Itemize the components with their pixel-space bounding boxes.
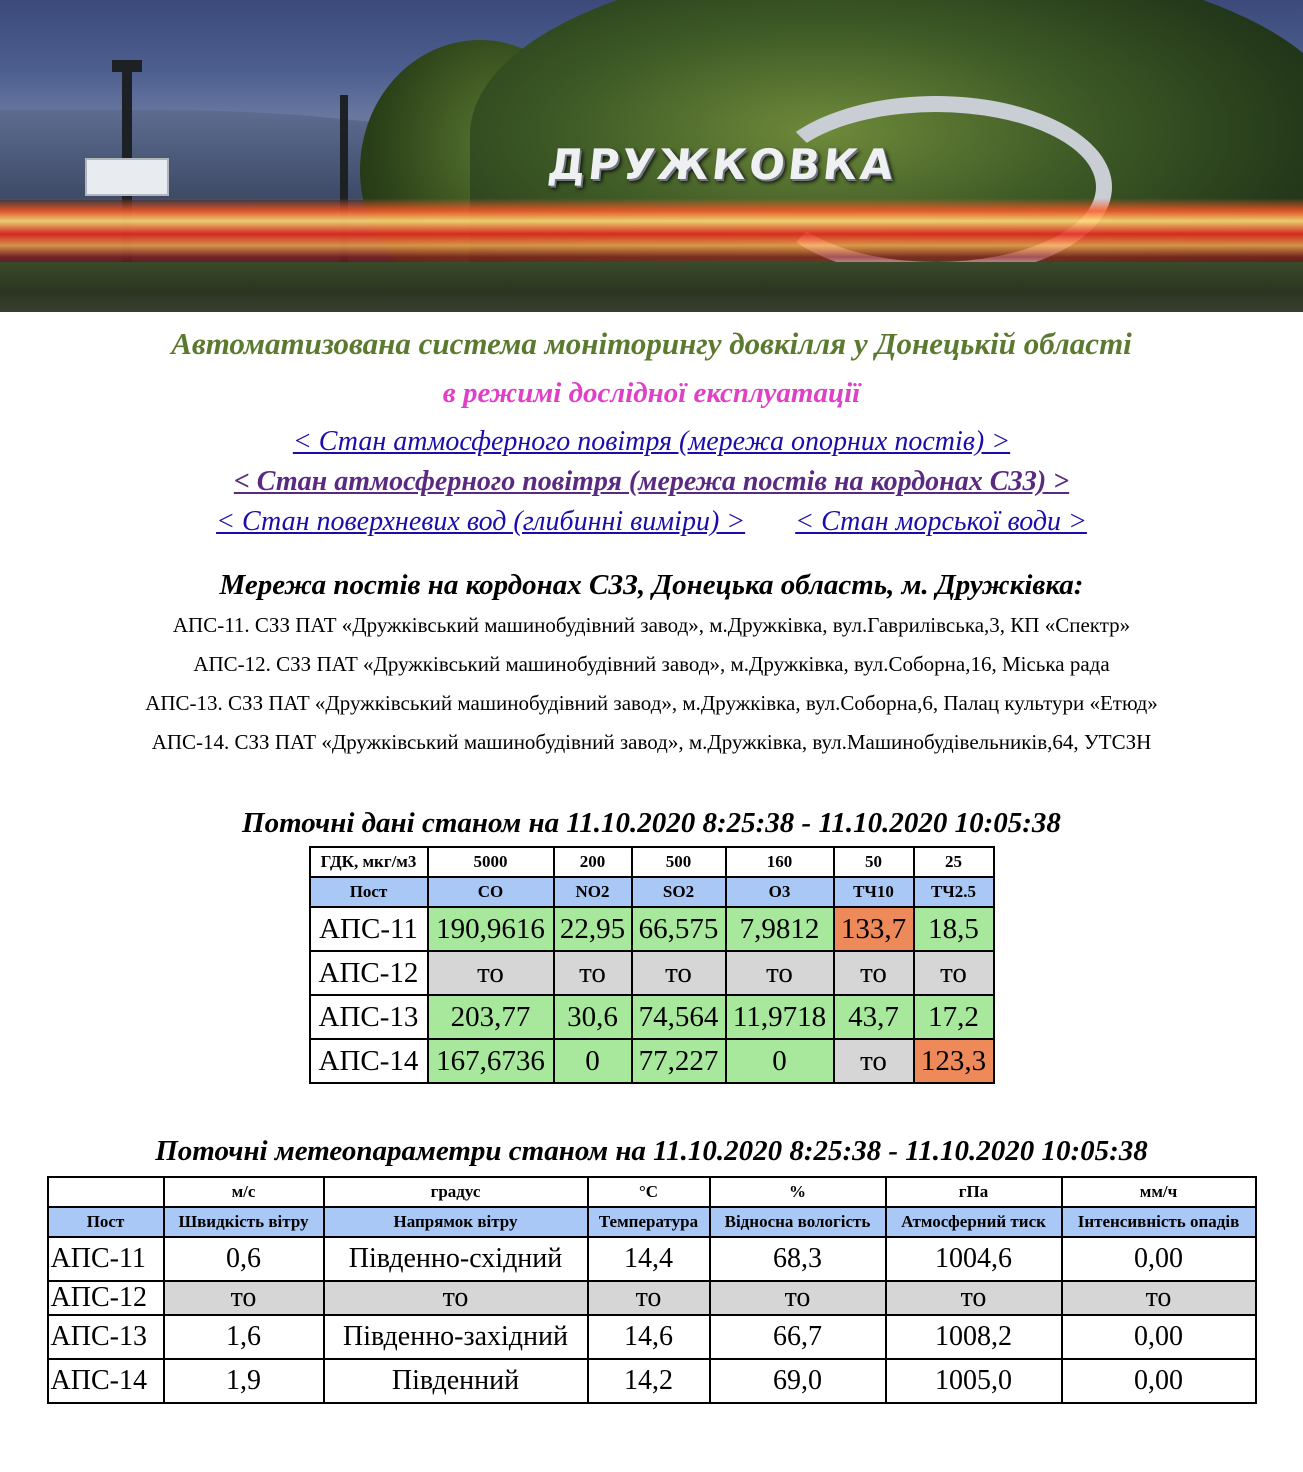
value-cell: 11,9718 — [726, 995, 834, 1039]
value-cell: 18,5 — [914, 907, 994, 951]
value-cell: 30,6 — [554, 995, 632, 1039]
table-row — [48, 1237, 1256, 1281]
value-cell: Південно-західний — [324, 1315, 588, 1359]
value-cell: то — [914, 951, 994, 995]
nav-link-surface-water[interactable]: < Стан поверхневих вод (глибинні виміри) > — [216, 506, 746, 537]
banner-light-trails — [0, 198, 1303, 270]
value-cell: 14,4 — [588, 1237, 710, 1281]
value-cell: 190,9616 — [428, 907, 554, 951]
station-item: АПС-11. СЗЗ ПАТ «Дружківський машинобудівний завод», м.Дружківка, вул.Гаврилівська,3, КП «Спектр» — [172, 613, 1131, 637]
value-cell: то — [710, 1281, 886, 1315]
value-cell: 0 — [554, 1039, 632, 1083]
unit-cell: градус — [324, 1177, 588, 1207]
post-name: АПС-12 — [310, 951, 428, 995]
post-name: АПС-12 — [48, 1281, 164, 1315]
unit-cell: мм/ч — [1062, 1177, 1256, 1207]
param-header: Відносна вологість — [710, 1207, 886, 1237]
post-name: АПС-11 — [48, 1237, 164, 1281]
limit-cell: 50 — [834, 847, 914, 877]
limit-cell: 160 — [726, 847, 834, 877]
value-cell: 43,7 — [834, 995, 914, 1039]
value-cell: 1008,2 — [886, 1315, 1062, 1359]
limit-cell: 500 — [632, 847, 726, 877]
value-cell: 69,0 — [710, 1359, 886, 1403]
value-cell: 68,3 — [710, 1237, 886, 1281]
banner-pole-top — [112, 60, 142, 72]
value-cell: 66,575 — [632, 907, 726, 951]
station-item: АПС-12. СЗЗ ПАТ «Дружківський машинобудівний завод», м.Дружківка, вул.Соборна,16, Міська рада — [193, 652, 1110, 676]
value-cell: 77,227 — [632, 1039, 726, 1083]
value-cell: то — [726, 951, 834, 995]
station-item: АПС-13. СЗЗ ПАТ «Дружківський машинобудівний завод», м.Дружківка, вул.Соборна,6, Палац культури «Етюд» — [145, 691, 1158, 715]
table-row — [48, 1177, 1256, 1207]
value-cell: 167,6736 — [428, 1039, 554, 1083]
value-cell: то — [1062, 1281, 1256, 1315]
value-cell: то — [834, 951, 914, 995]
units-empty-cell — [48, 1177, 164, 1207]
table-row — [310, 907, 994, 951]
value-cell: Південний — [324, 1359, 588, 1403]
value-cell: 17,2 — [914, 995, 994, 1039]
nav-link-air-reference[interactable]: < Стан атмосферного повітря (мережа опорних постів) > — [292, 426, 1011, 457]
param-header: Інтенсивність опадів — [1062, 1207, 1256, 1237]
value-cell: 1,6 — [164, 1315, 324, 1359]
nav-links — [0, 422, 1303, 542]
value-cell: 1004,6 — [886, 1237, 1062, 1281]
banner-road-sign — [85, 158, 169, 196]
nav-link-air-szz[interactable]: < Стан атмосферного повітря (мережа постів на кордонах СЗЗ) > — [233, 466, 1070, 497]
pollutant-header: SO2 — [632, 877, 726, 907]
table-row — [48, 1359, 1256, 1403]
pollutant-header: ТЧ10 — [834, 877, 914, 907]
pollutant-header: O3 — [726, 877, 834, 907]
unit-cell: м/с — [164, 1177, 324, 1207]
table-row — [310, 951, 994, 995]
value-cell: то — [324, 1281, 588, 1315]
value-cell: 203,77 — [428, 995, 554, 1039]
param-header: Напрямок вітру — [324, 1207, 588, 1237]
param-header: Температура — [588, 1207, 710, 1237]
page-title: Автоматизована система моніторингу довкілля у Донецькій області — [171, 326, 1132, 361]
unit-cell: °C — [588, 1177, 710, 1207]
value-cell: 0,00 — [1062, 1315, 1256, 1359]
value-cell: 123,3 — [914, 1039, 994, 1083]
pollutant-header: CO — [428, 877, 554, 907]
value-cell: 0 — [726, 1039, 834, 1083]
table-row — [48, 1281, 1256, 1315]
value-cell: 133,7 — [834, 907, 914, 951]
value-cell: 1,9 — [164, 1359, 324, 1403]
post-name: АПС-11 — [310, 907, 428, 951]
value-cell: 14,2 — [588, 1359, 710, 1403]
page-subtitle: в режимі дослідної експлуатації — [442, 377, 861, 409]
meteo-table — [47, 1176, 1257, 1404]
air-quality-table — [309, 846, 995, 1084]
post-name: АПС-14 — [310, 1039, 428, 1083]
value-cell: то — [588, 1281, 710, 1315]
limit-cell: 25 — [914, 847, 994, 877]
param-header: Атмосферний тиск — [886, 1207, 1062, 1237]
air-table-title: Поточні дані станом на 11.10.2020 8:25:38 - 11.10.2020 10:05:38 — [242, 807, 1061, 839]
table-row — [48, 1315, 1256, 1359]
post-name: АПС-13 — [310, 995, 428, 1039]
station-list — [0, 606, 1303, 762]
nav-link-sea-water[interactable]: < Стан морської води > — [795, 506, 1087, 537]
meteo-table-title: Поточні метеопараметри станом на 11.10.2020 8:25:38 - 11.10.2020 10:05:38 — [155, 1135, 1148, 1167]
post-header: Пост — [48, 1207, 164, 1237]
value-cell: 0,6 — [164, 1237, 324, 1281]
limit-cell: 5000 — [428, 847, 554, 877]
pollutant-header: ТЧ2.5 — [914, 877, 994, 907]
value-cell: 7,9812 — [726, 907, 834, 951]
post-name: АПС-13 — [48, 1315, 164, 1359]
station-item: АПС-14. СЗЗ ПАТ «Дружківський машинобудівний завод», м.Дружківка, вул.Машинобудівельників,64, УТСЗН — [151, 730, 1152, 754]
value-cell: 1005,0 — [886, 1359, 1062, 1403]
limit-cell: 200 — [554, 847, 632, 877]
table-row — [310, 1039, 994, 1083]
limits-label: ГДК, мкг/м3 — [310, 847, 428, 877]
post-header: Пост — [310, 877, 428, 907]
value-cell: то — [834, 1039, 914, 1083]
unit-cell: % — [710, 1177, 886, 1207]
value-cell: то — [632, 951, 726, 995]
value-cell: 14,6 — [588, 1315, 710, 1359]
value-cell: 0,00 — [1062, 1237, 1256, 1281]
value-cell: 66,7 — [710, 1315, 886, 1359]
value-cell: то — [886, 1281, 1062, 1315]
value-cell: то — [164, 1281, 324, 1315]
value-cell: то — [428, 951, 554, 995]
unit-cell: гПа — [886, 1177, 1062, 1207]
table-row — [310, 847, 994, 877]
header-banner — [0, 0, 1303, 312]
post-name: АПС-14 — [48, 1359, 164, 1403]
value-cell: 0,00 — [1062, 1359, 1256, 1403]
banner-city-word: ДРУЖКОВКА — [545, 140, 899, 189]
value-cell: Південно-східний — [324, 1237, 588, 1281]
param-header: Швидкість вітру — [164, 1207, 324, 1237]
value-cell: то — [554, 951, 632, 995]
table-row — [310, 877, 994, 907]
value-cell: 74,564 — [632, 995, 726, 1039]
table-row — [310, 995, 994, 1039]
network-title: Мережа постів на кордонах СЗЗ, Донецька область, м. Дружківка: — [219, 569, 1084, 601]
pollutant-header: NO2 — [554, 877, 632, 907]
banner-ground — [0, 262, 1303, 312]
table-row — [48, 1207, 1256, 1237]
value-cell: 22,95 — [554, 907, 632, 951]
